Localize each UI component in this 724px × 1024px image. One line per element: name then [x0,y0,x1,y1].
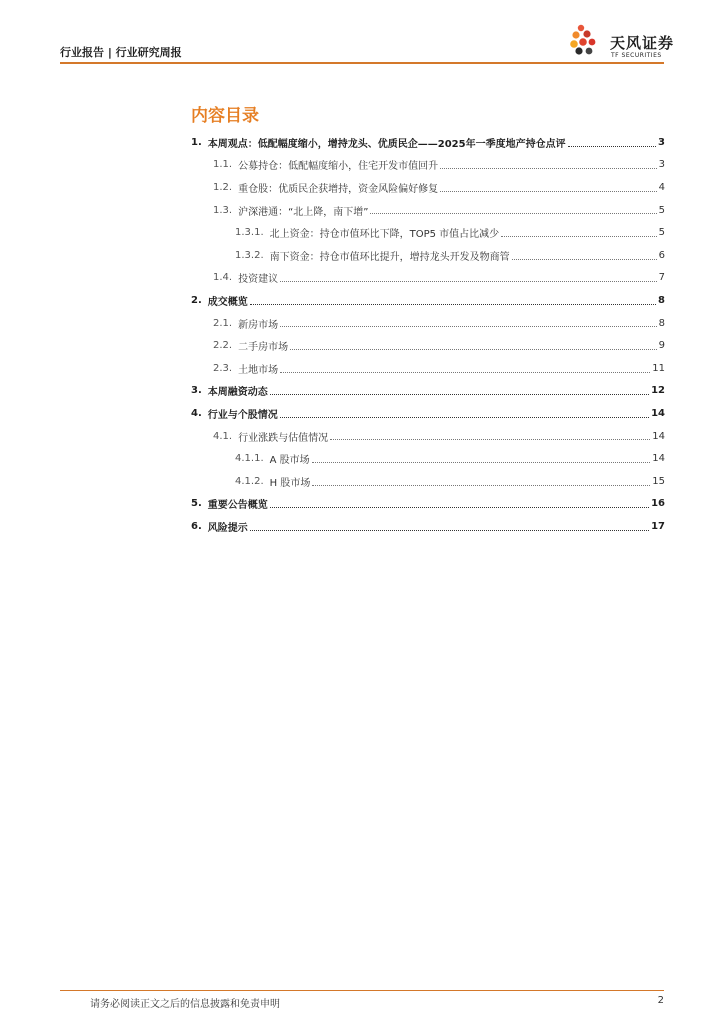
toc-entry-number: 2.2. [213,340,233,352]
toc-entry[interactable] [191,515,665,538]
toc-entry-page: 15 [652,475,665,487]
toc-entry[interactable] [191,289,665,312]
toc-title: 内容目录 [191,106,259,126]
table-of-contents [191,131,665,538]
toc-entry-title: 行业与个股情况 [207,409,278,421]
toc-dot-leader [280,281,657,282]
toc-entry-title: 本周观点：低配幅度缩小，增持龙头、优质民企——2025年一季度地产持仓点评 [207,138,566,150]
toc-dot-leader [250,304,656,305]
toc-entry-title: 本周融资动态 [207,387,268,399]
toc-entry-number: 1. [191,136,202,148]
toc-entry-title: 投资建议 [238,274,279,286]
toc-entry[interactable] [191,357,665,380]
toc-dot-leader [568,146,656,147]
toc-entry-page: 5 [658,204,665,216]
toc-entry-title: 行业涨跌与估值情况 [238,432,329,444]
toc-entry[interactable] [191,131,665,154]
toc-dot-leader [250,530,649,531]
toc-dot-leader [312,485,650,486]
company-logo [568,20,678,60]
toc-entry-title: 重仓股：优质民企获增持，资金风险偏好修复 [238,183,439,195]
toc-entry-number: 6. [191,520,202,532]
toc-entry-title: 成交概览 [207,296,248,308]
toc-entry-number: 4.1.2. [235,475,264,487]
toc-dot-leader [290,349,657,350]
toc-entry[interactable] [191,199,665,222]
toc-entry-title: 沪深港通：“北上降，南下增” [238,206,369,218]
toc-entry-page: 17 [651,520,665,532]
toc-dot-leader [270,507,649,508]
toc-entry-number: 5. [191,498,202,510]
toc-entry[interactable] [191,470,665,493]
toc-entry-number: 1.2. [213,181,233,193]
toc-dot-leader [312,462,651,463]
toc-entry-page: 5 [658,227,665,239]
toc-dot-leader [270,394,649,395]
toc-entry-page: 8 [658,317,665,329]
toc-entry-number: 1.3.2. [235,249,264,261]
toc-entry-page: 4 [658,181,665,193]
toc-entry[interactable] [191,244,665,267]
toc-entry-title: H 股市场 [269,477,311,489]
footer-divider [60,990,664,991]
toc-entry-number: 2.1. [213,317,233,329]
toc-entry-page: 12 [651,385,665,397]
page-number: 2 [657,995,664,1006]
toc-entry-number: 4. [191,407,202,419]
toc-entry[interactable] [191,380,665,403]
toc-entry-title: 土地市场 [238,364,279,376]
toc-entry-title: A 股市场 [269,455,310,467]
toc-dot-leader [512,259,657,260]
toc-entry-title: 南下资金：持仓市值环比提升，增持龙头开发及物商管 [269,251,510,263]
footer-disclaimer: 请务必阅读正文之后的信息披露和免责申明 [90,999,280,1010]
toc-dot-leader [280,326,657,327]
toc-entry[interactable] [191,221,665,244]
toc-entry-title: 北上资金：持仓市值环比下降，TOP5 市值占比减少 [269,229,500,241]
toc-dot-leader [280,372,650,373]
report-category: 行业报告 | 行业研究周报 [60,46,182,59]
logo-english-name: TF SECURITIES [611,52,662,59]
toc-entry[interactable] [191,267,665,290]
toc-entry-page: 9 [658,340,665,352]
toc-entry[interactable] [191,176,665,199]
toc-entry-title: 二手房市场 [238,342,289,354]
toc-entry-number: 1.3.1. [235,227,264,239]
toc-entry-page: 14 [652,430,665,442]
toc-entry-page: 3 [658,136,665,148]
toc-dot-leader [330,439,650,440]
toc-entry[interactable] [191,334,665,357]
toc-dot-leader [440,191,657,192]
toc-entry[interactable] [191,154,665,177]
toc-entry[interactable] [191,312,665,335]
toc-entry-title: 公募持仓：低配幅度缩小，住宅开发市值回升 [238,161,439,173]
toc-dot-leader [501,236,656,237]
toc-entry-page: 14 [651,407,665,419]
toc-entry[interactable] [191,447,665,470]
toc-dot-leader [440,168,657,169]
toc-entry-page: 6 [658,249,665,261]
toc-entry-page: 11 [652,362,665,374]
toc-entry-title: 新房市场 [238,319,279,331]
toc-entry[interactable] [191,402,665,425]
toc-entry[interactable] [191,425,665,448]
flower-logo-icon [568,20,608,60]
toc-entry[interactable] [191,493,665,516]
logo-chinese-name: 天风证券 [610,34,675,52]
toc-dot-leader [370,213,656,214]
toc-entry-page: 8 [658,294,665,306]
toc-entry-number: 1.1. [213,159,233,171]
toc-entry-page: 3 [658,159,665,171]
toc-entry-number: 3. [191,385,202,397]
toc-entry-page: 16 [651,498,665,510]
toc-entry-title: 风险提示 [207,522,248,534]
toc-entry-number: 2.3. [213,362,233,374]
toc-entry-number: 1.4. [213,272,233,284]
toc-dot-leader [280,417,649,418]
toc-entry-page: 7 [658,272,665,284]
toc-entry-page: 14 [652,453,665,465]
toc-entry-title: 重要公告概览 [207,500,268,512]
header-divider [60,62,664,64]
toc-entry-number: 4.1.1. [235,453,264,465]
toc-entry-number: 2. [191,294,202,306]
toc-entry-number: 4.1. [213,430,233,442]
toc-entry-number: 1.3. [213,204,233,216]
